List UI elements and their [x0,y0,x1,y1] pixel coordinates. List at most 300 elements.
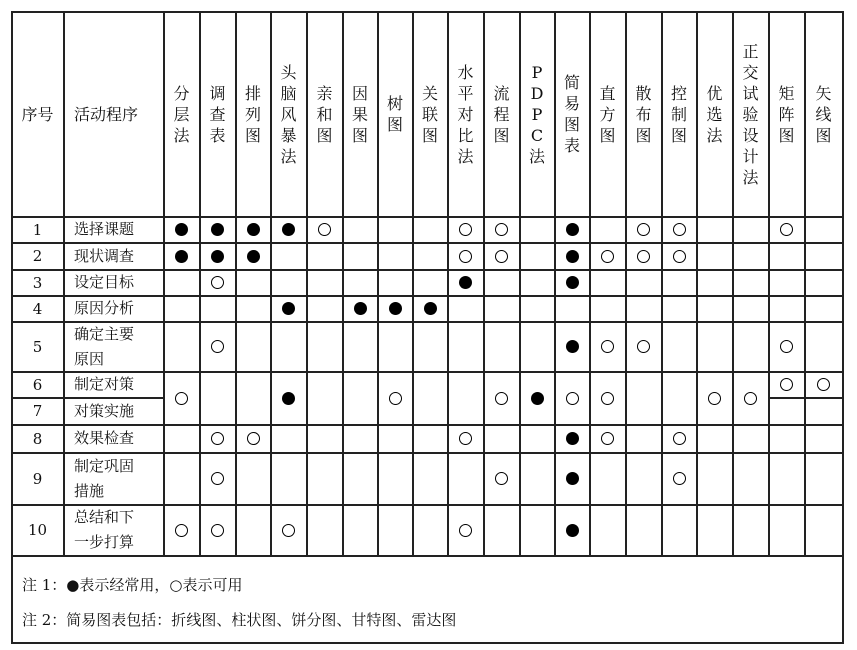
tool-cell [343,425,379,454]
tool-cell [164,243,201,271]
header-tool [236,12,272,218]
tool-cell [662,505,698,557]
header-tool [164,12,201,218]
activity-label: 原因分析 [74,299,135,317]
header-tool [484,12,521,218]
tool-cell [236,372,272,426]
filled-circle-icon [247,223,260,236]
tool-cell [662,296,698,323]
header-label: 亲 和 图 [316,83,333,145]
header-tool [271,12,308,218]
tool-cell [626,296,663,323]
tool-cell [555,322,591,373]
tool-cell [378,372,414,426]
tool-cell [769,505,806,557]
tool-cell [769,322,806,373]
filled-circle-icon [175,223,188,236]
header-tool [805,12,844,218]
open-circle-icon [247,432,260,445]
tool-cell [484,453,521,506]
open-circle-icon [601,250,614,263]
filled-circle-icon [459,276,472,289]
tool-cell [805,398,844,426]
tool-cell [378,505,414,557]
activity-label: 选择课题 [74,220,135,238]
activity-label: 效果检查 [74,429,135,447]
tool-cell [555,296,591,323]
header-tool [733,12,770,218]
tool-cell [590,217,627,244]
tool-cell [697,505,734,557]
header-label: 矢 线 图 [815,83,832,145]
tool-cell [200,425,237,454]
row-seq: 9 [12,453,65,506]
tool-cell [697,243,734,271]
tool-cell [343,217,379,244]
filled-circle-icon [566,276,579,289]
tool-cell [626,243,663,271]
header-label: 头 脑 风 暴 法 [280,62,297,166]
tool-cell [271,217,308,244]
header-label: 正 交 试 验 设 计 法 [742,41,759,187]
tool-cell [307,453,344,506]
tool-cell [378,217,414,244]
tool-cell [448,505,485,557]
tool-cell [448,425,485,454]
tool-cell [520,505,556,557]
tool-cell [520,372,556,426]
tool-cell [733,425,770,454]
tool-cell [769,243,806,271]
tool-cell [555,453,591,506]
tool-cell [520,453,556,506]
row-seq: 1 [12,217,65,244]
row-activity [64,217,165,244]
tool-cell [271,296,308,323]
tool-cell [520,425,556,454]
open-circle-icon [175,524,188,537]
open-circle-icon [817,378,830,391]
header-label: 排 列 图 [244,83,261,145]
row-activity [64,296,165,323]
tool-cell [164,296,201,323]
header-tool [520,12,556,218]
tool-cell [200,322,237,373]
tool-cell [626,505,663,557]
header-tool [769,12,806,218]
tool-cell [271,453,308,506]
open-circle-icon [495,223,508,236]
header-label: 直 方 图 [599,83,616,145]
open-circle-icon [637,250,650,263]
tool-cell [307,217,344,244]
tool-cell [448,322,485,373]
tool-cell [200,453,237,506]
row-seq: 10 [12,505,65,557]
tool-cell [662,322,698,373]
tool-cell [626,425,663,454]
open-circle-icon [673,472,686,485]
tool-cell [484,217,521,244]
tool-cell [343,322,379,373]
open-circle-icon [211,340,224,353]
header-tool [555,12,591,218]
tool-cell [590,270,627,297]
tool-cell [697,296,734,323]
tool-cell [590,505,627,557]
open-circle-icon [389,392,402,405]
tool-cell [236,322,272,373]
tool-cell [343,453,379,506]
open-circle-icon [601,340,614,353]
header-label: 水 平 对 比 法 [457,62,474,166]
tool-cell [805,322,844,373]
tool-cell [413,243,449,271]
tool-cell [448,296,485,323]
tool-cell [448,270,485,297]
tool-cell [697,270,734,297]
filled-circle-icon [282,302,295,315]
tool-cell [733,270,770,297]
tool-cell [662,217,698,244]
row-activity [64,243,165,271]
tool-cell [448,372,485,426]
tool-cell [805,243,844,271]
header-label: 控 制 图 [670,83,687,145]
tool-cell [413,296,449,323]
tool-cell [271,372,308,426]
tool-cell [590,425,627,454]
tool-cell [805,296,844,323]
open-circle-icon [211,472,224,485]
tool-cell [805,505,844,557]
tool-cell [448,217,485,244]
tool-cell [769,270,806,297]
header-label: 优 选 法 [706,83,723,145]
tool-cell [307,322,344,373]
tool-cell [662,270,698,297]
filled-circle-icon [566,524,579,537]
tool-cell [343,296,379,323]
open-circle-icon [459,250,472,263]
tool-cell [805,453,844,506]
header-label: 流 程 图 [493,83,510,145]
row-activity [64,398,165,426]
open-circle-icon [780,223,793,236]
tool-cell [697,425,734,454]
open-circle-icon [495,472,508,485]
header-tool [378,12,414,218]
open-circle-icon [211,276,224,289]
open-circle-icon [495,392,508,405]
tool-cell [271,505,308,557]
tool-cell [662,425,698,454]
row-seq: 7 [12,398,65,426]
tool-cell [413,217,449,244]
tool-cell [805,372,844,399]
tool-cell [590,243,627,271]
tool-cell [520,296,556,323]
tool-cell [164,453,201,506]
row-seq: 5 [12,322,65,373]
tool-cell [271,322,308,373]
open-circle-icon [566,392,579,405]
tool-cell [733,322,770,373]
tool-cell [307,270,344,297]
tool-cell [520,217,556,244]
open-circle-icon [601,392,614,405]
tool-cell [236,505,272,557]
header-label: 因 果 图 [351,83,368,145]
tool-cell [236,270,272,297]
tool-cell [164,322,201,373]
tool-cell [484,296,521,323]
tool-cell [236,425,272,454]
open-circle-icon [708,392,721,405]
tool-cell [413,270,449,297]
tool-cell [626,453,663,506]
header-label: 散 布 图 [635,83,652,145]
tool-cell [200,372,237,426]
header-label: 调 查 表 [209,83,226,145]
row-activity [64,505,165,557]
tool-cell [626,217,663,244]
tool-cell [590,296,627,323]
tool-cell [200,296,237,323]
row-activity [64,453,165,506]
header-tool [697,12,734,218]
open-circle-icon [780,340,793,353]
tool-cell [271,243,308,271]
activity-label: 现状调查 [74,246,135,265]
tool-cell [164,372,201,426]
row-activity [64,372,165,399]
tool-cell [307,296,344,323]
tool-cell [200,243,237,271]
tool-cell [555,270,591,297]
filled-circle-icon [566,250,579,263]
tool-cell [164,270,201,297]
header-tool [413,12,449,218]
notes-section [12,556,843,643]
tool-cell [697,322,734,373]
tool-cell [555,243,591,271]
activity-label: 确定主要 原因 [74,324,135,368]
filled-circle-icon [566,340,579,353]
filled-circle-icon [282,223,295,236]
filled-circle-icon [354,302,367,315]
tool-cell [378,453,414,506]
tool-cell [733,217,770,244]
tool-cell [413,453,449,506]
open-circle-icon [495,250,508,263]
header-seq: 序号 [12,12,65,218]
tool-cell [520,270,556,297]
tool-cell [769,425,806,454]
tool-cell [164,425,201,454]
tool-cell [307,505,344,557]
tool-cell [484,322,521,373]
filled-circle-icon [389,302,402,315]
tool-cell [343,243,379,271]
header-label: 树 图 [386,94,403,134]
tool-cell [697,217,734,244]
open-circle-icon [211,432,224,445]
tool-cell [520,322,556,373]
header-tool [448,12,485,218]
tool-cell [484,372,521,426]
filled-circle-icon [247,250,260,263]
tool-cell [413,425,449,454]
tool-cell [413,505,449,557]
open-circle-icon [673,250,686,263]
row-seq: 6 [12,372,65,399]
tool-cell [733,505,770,557]
header-label: 矩 阵 图 [778,83,795,145]
open-circle-icon [673,223,686,236]
tool-cell [484,505,521,557]
tool-cell [378,270,414,297]
tool-cell [448,453,485,506]
note-1: 注 1：●表示经常用，○表示可用 [22,576,243,594]
row-seq: 3 [12,270,65,297]
header-tool [343,12,379,218]
tool-cell [236,296,272,323]
tool-cell [697,453,734,506]
tool-cell [662,372,698,426]
tool-cell [343,505,379,557]
tool-cell [236,217,272,244]
tool-cell [662,453,698,506]
open-circle-icon [637,340,650,353]
note-2: 注 2：简易图表包括：折线图、柱状图、饼分图、甘特图、雷达图 [22,611,457,629]
open-circle-icon [601,432,614,445]
tool-cell [378,243,414,271]
header-label: 分 层 法 [173,83,190,145]
filled-circle-icon [175,250,188,263]
tool-cell [307,372,344,426]
tool-cell [164,217,201,244]
tool-cell [626,372,663,426]
filled-circle-icon [531,392,544,405]
tool-cell [200,505,237,557]
header-tool [662,12,698,218]
tool-cell [733,372,770,426]
header-tool [626,12,663,218]
row-activity [64,425,165,454]
header-label: 关 联 图 [421,83,438,145]
open-circle-icon [282,524,295,537]
tool-cell [590,322,627,373]
open-circle-icon [459,223,472,236]
tool-cell [271,270,308,297]
row-activity [64,322,165,373]
tool-cell [555,372,591,426]
filled-circle-icon [424,302,437,315]
tool-cell [769,398,806,426]
open-circle-icon [673,432,686,445]
row-activity [64,270,165,297]
row-seq: 4 [12,296,65,323]
tool-cell [200,270,237,297]
tool-cell [413,322,449,373]
tool-cell [520,243,556,271]
open-circle-icon [459,432,472,445]
tool-cell [733,453,770,506]
tool-cell [733,296,770,323]
tool-cell [590,372,627,426]
header-tool [307,12,344,218]
tool-cell [307,243,344,271]
tool-cell [484,243,521,271]
tool-cell [626,322,663,373]
tool-cell [378,322,414,373]
open-circle-icon [637,223,650,236]
tool-cell [484,425,521,454]
tool-cell [769,372,806,399]
filled-circle-icon [566,432,579,445]
tool-cell [555,505,591,557]
activity-label: 制定巩固 措施 [74,456,135,500]
tool-cell [733,243,770,271]
tool-cell [805,270,844,297]
tool-cell [626,270,663,297]
tool-cell [200,217,237,244]
tool-cell [236,243,272,271]
tool-cell [769,296,806,323]
open-circle-icon [744,392,757,405]
tool-cell [343,270,379,297]
header-tool [590,12,627,218]
tool-cell [413,372,449,426]
tool-cell [307,425,344,454]
tool-cell [555,217,591,244]
tool-cell [697,372,734,426]
tool-cell [805,425,844,454]
header-activity: 活动程序 [64,12,165,218]
header-label: 简 易 图 表 [563,73,580,155]
tool-cell [378,296,414,323]
tool-cell [343,372,379,426]
tool-cell [448,243,485,271]
tool-cell [590,453,627,506]
tool-cell [555,425,591,454]
row-seq: 8 [12,425,65,454]
tool-cell [769,217,806,244]
activity-label: 设定目标 [74,273,135,291]
header-tool [200,12,237,218]
filled-circle-icon [566,223,579,236]
activity-label: 对策实施 [74,401,135,420]
open-circle-icon [175,392,188,405]
tool-cell [236,453,272,506]
activity-label: 总结和下 一步打算 [74,508,135,551]
tool-cell [805,217,844,244]
tool-cell [271,425,308,454]
open-circle-icon [211,524,224,537]
open-circle-icon [318,223,331,236]
open-circle-icon [459,524,472,537]
filled-circle-icon [282,392,295,405]
filled-circle-icon [211,250,224,263]
tool-cell [769,453,806,506]
row-seq: 2 [12,243,65,271]
open-circle-icon [780,378,793,391]
filled-circle-icon [566,472,579,485]
activity-label: 制定对策 [74,375,135,393]
header-label: P D P C 法 [528,62,545,166]
tool-cell [164,505,201,557]
